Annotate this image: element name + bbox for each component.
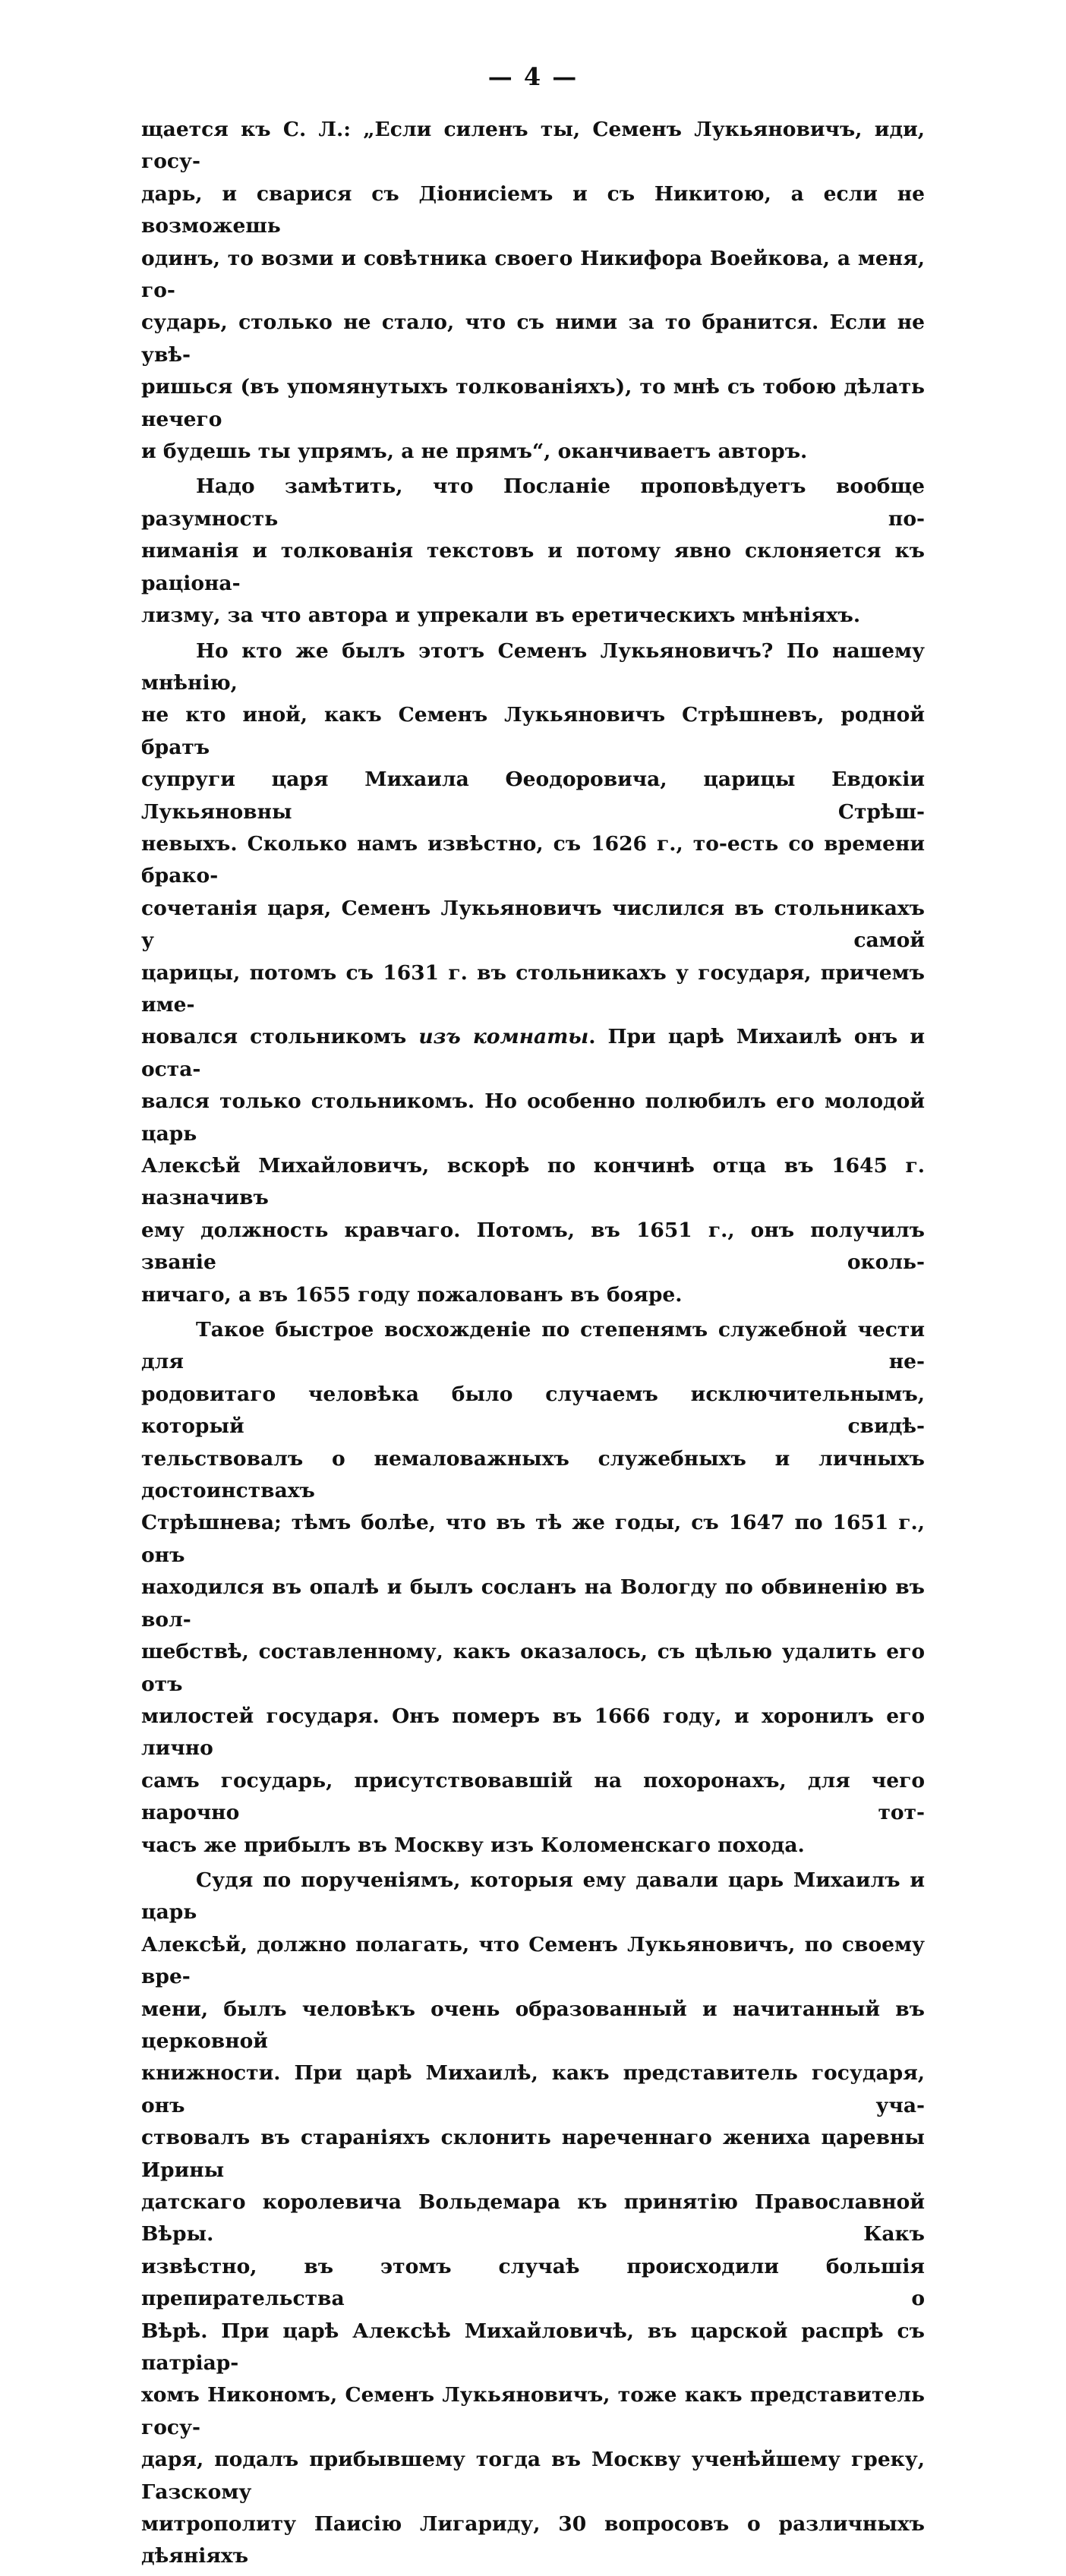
text-line: щается къ С. Л.: „Если силенъ ты, Семенъ Лукьяновичъ, иди, госу- bbox=[141, 118, 925, 174]
text-line: дарь, и сварися съ Діонисіемъ и съ Никитою, а если не возможешь bbox=[141, 181, 925, 238]
text-line: самъ государь, присутствовавшій на похоронахъ, для чего нарочно тот- bbox=[141, 1768, 925, 1825]
text-line-mixed bbox=[141, 1021, 925, 1086]
text-line: сударь, столько не стало, что съ ними за то бранится. Если не увѣ- bbox=[141, 311, 925, 367]
text-line: Алексѣй, должно полагать, что Семенъ Лукьяновичъ, по своему вре- bbox=[141, 1932, 925, 1989]
text-line: мени, былъ человѣкъ очень образованный и начитанный въ церковной bbox=[141, 1997, 925, 2053]
text-line: царицы, потомъ съ 1631 г. въ стольникахъ у государя, причемъ име- bbox=[141, 960, 925, 1017]
text-run: . При царѣ Михаилѣ онъ и оста- bbox=[141, 1025, 925, 1081]
text-line: одинъ, то возми и совѣтника своего Никифора Воейкова, а меня, го- bbox=[141, 246, 925, 303]
text-line: хомъ Никономъ, Семенъ Лукьяновичъ, тоже какъ представитель госу- bbox=[141, 2383, 925, 2439]
text-line: ему должность кравчаго. Потомъ, въ 1651 г., онъ получилъ званіе околь- bbox=[141, 1218, 925, 1275]
text-line: ниманія и толкованія текстовъ и потому явно склоняется къ раціона- bbox=[141, 539, 925, 595]
text-line: Алексѣй Михайловичъ, вскорѣ по кончинѣ отца въ 1645 г. назначивъ bbox=[141, 1154, 925, 1210]
text-line: Вѣрѣ. При царѣ Алексѣѣ Михайловичѣ, въ царской распрѣ съ патріар- bbox=[141, 2319, 925, 2376]
text-line: находился въ опалѣ и былъ сосланъ на Вологду по обвиненію въ вол- bbox=[141, 1575, 925, 1632]
text-line: сочетанія царя, Семенъ Лукьяновичъ числился въ стольникахъ у самой bbox=[141, 896, 925, 953]
text-line: даря, подалъ прибывшему тогда въ Москву ученѣйшему греку, Газскому bbox=[141, 2448, 925, 2504]
text-line: книжности. При царѣ Михаилѣ, какъ представитель государя, онъ уча- bbox=[141, 2061, 925, 2117]
text-line: ничаго, а въ 1655 году пожалованъ въ бояре. bbox=[141, 1282, 683, 1307]
text-line: невыхъ. Сколько намъ извѣстно, съ 1626 г., то-есть со времени брако- bbox=[141, 831, 925, 888]
text-line: датскаго королевича Вольдемара къ принятію Православной Вѣры. Какъ bbox=[141, 2190, 925, 2247]
text-line: родовитаго человѣка было случаемъ исключительнымъ, который свидѣ- bbox=[141, 1382, 925, 1439]
text-line: митрополиту Паисію Лигариду, 30 вопросовъ о различныхъ дѣяніяхъ bbox=[141, 2512, 925, 2568]
text-line: извѣстно, въ этомъ случаѣ происходили большія препирательства о bbox=[141, 2254, 925, 2311]
paragraph-5 bbox=[141, 1865, 925, 2573]
text-line: супруги царя Михаила Өеодоровича, царицы Евдокіи Лукьяновны Стрѣш- bbox=[141, 768, 925, 824]
text-line: лизму, за что автора и упрекали въ еретическихъ мнѣніяхъ. bbox=[141, 604, 861, 628]
text-line-mixed bbox=[141, 1086, 925, 1150]
text-line: Надо замѣтить, что Посланіе проповѣдуетъ вообще разумность по- bbox=[141, 475, 925, 531]
page-number: — 4 — bbox=[487, 62, 579, 91]
text-line: ришься (въ упомянутыхъ толкованіяхъ), то мнѣ съ тобою дѣлать нечего bbox=[141, 375, 925, 431]
text-line: не кто иной, какъ Семенъ Лукьяновичъ Стрѣшневъ, родной братъ bbox=[141, 703, 925, 759]
text-line: часъ же прибылъ въ Москву изъ Коломенскаго похода. bbox=[141, 1833, 805, 1857]
paragraph-4 bbox=[141, 1314, 925, 1862]
text-run: новался стольникомъ bbox=[141, 1025, 419, 1049]
text-line: и будешь ты упрямъ, а не прямъ“, оканчиваетъ авторъ. bbox=[141, 440, 808, 464]
text-line: Такое быстрое восхожденіе по степенямъ служебной чести для не- bbox=[141, 1318, 925, 1374]
paragraph-1 bbox=[141, 114, 925, 468]
italic-phrase: изъ комнаты bbox=[418, 1025, 589, 1049]
text-line: ствовалъ въ стараніяхъ склонить нареченнаго жениха царевны Ирины bbox=[141, 2126, 925, 2182]
paragraph-3 bbox=[141, 635, 925, 1312]
text-run: Но особенно полюбилъ его молодой царь bbox=[141, 1089, 926, 1146]
text-line: шебствѣ, составленному, какъ оказалось, съ цѣлью удалить его отъ bbox=[141, 1640, 925, 1696]
text-line: Стрѣшнева; тѣмъ болѣе, что въ тѣ же годы, съ 1647 по 1651 г., онъ bbox=[141, 1511, 925, 1567]
body-text bbox=[141, 114, 925, 2576]
text-line: тельствовалъ о немаловажныхъ служебныхъ и личныхъ достоинствахъ bbox=[141, 1446, 925, 1503]
text-line: Но кто же былъ этотъ Семенъ Лукьяновичъ? По нашему мнѣнію, bbox=[141, 638, 925, 695]
text-run: вался только стольникомъ. bbox=[141, 1089, 485, 1114]
paragraph-2 bbox=[141, 471, 925, 632]
text-line: милостей государя. Онъ померъ въ 1666 году, и хоронилъ его лично bbox=[141, 1704, 925, 1761]
text-line: Судя по порученіямъ, которыя ему давали царь Михаилъ и царь bbox=[141, 1868, 925, 1925]
